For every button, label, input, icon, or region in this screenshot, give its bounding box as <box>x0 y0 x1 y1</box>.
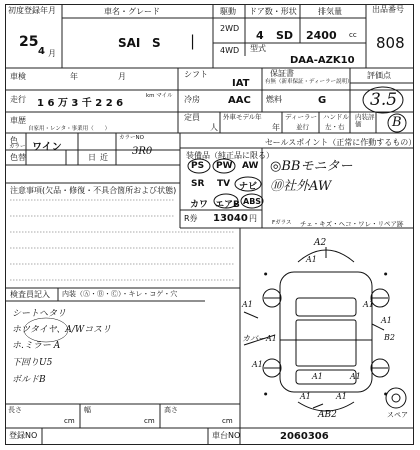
model-value: DAA-AZK10 <box>290 55 355 66</box>
grade-mark: | <box>190 32 196 50</box>
mark-rear-center: A1 <box>312 372 323 381</box>
ext-model-unit: 年 <box>272 123 280 132</box>
mark-left-cover: カバーA1 <box>242 334 277 343</box>
capacity-unit: 人 <box>210 123 218 132</box>
color-label: 色 <box>10 136 18 145</box>
svg-text:●: ● <box>384 271 388 276</box>
shift-value: IAT <box>232 78 250 89</box>
length-label: 長さ <box>8 406 22 414</box>
width-unit: cm <box>144 417 155 425</box>
reg-no-label: 登録NO <box>9 431 38 440</box>
mileage-value: 1 6 万 3 千 2 2 6 <box>37 98 124 109</box>
shift-label: シフト <box>184 70 208 79</box>
drive-4wd: 4WD <box>220 46 240 55</box>
rating-label: 評価点 <box>367 71 391 80</box>
fuel-value: G <box>318 95 327 106</box>
mark-right-door: A1 <box>381 316 392 325</box>
grade: S <box>152 36 161 50</box>
warranty-label: 保証書 <box>270 69 294 78</box>
equip-abs: ABS <box>243 197 262 206</box>
displacement-unit: cc <box>349 31 357 39</box>
warranty-sub: 有無（新車保証・ディーラー説明） <box>265 79 353 85</box>
interior-label: 内装評価 <box>355 113 375 128</box>
height-label: 高さ <box>164 406 178 414</box>
sales-point-note-2: ⑩社外AW <box>270 179 332 194</box>
shape-value: SD <box>276 29 294 42</box>
mileage-label: 走行 <box>10 95 26 104</box>
sales-point-title: セールスポイント（正常に作動するもの） <box>265 138 417 147</box>
equip-sr: SR <box>191 179 205 189</box>
color-sub: カラー <box>9 144 26 150</box>
doors-label: ドア数・形状 <box>249 7 297 16</box>
chassis-label: 車台NO <box>212 431 241 440</box>
equip-tv: TV <box>217 179 231 189</box>
chassis-value: 2060306 <box>280 431 329 442</box>
first-reg-year: 25 <box>19 34 39 50</box>
sales-point-note-1: ◎BBモニター <box>270 159 353 174</box>
recycle-label: R券 <box>184 214 198 223</box>
mark-rear-left: A1 <box>300 392 311 401</box>
length-unit: cm <box>64 417 75 425</box>
ac-label: 冷房 <box>184 95 200 104</box>
fuel-label: 燃料 <box>266 95 282 104</box>
color-change-date: 日 <box>88 153 96 162</box>
inspector-line-3: ホ.ミラー A <box>12 341 61 351</box>
equip-aw: AW <box>242 161 259 171</box>
rating-value: 3.5 <box>370 90 398 110</box>
dealer-sub: 並行 <box>296 123 309 131</box>
equip-airbag: エアB <box>215 200 240 210</box>
equip-ps: PS <box>191 161 205 171</box>
first-reg-month-unit: 月 <box>48 49 56 58</box>
glass-label: Fガラス <box>272 220 292 226</box>
mileage-unit: km マイル <box>146 93 173 99</box>
equip-pw: PW <box>216 161 233 171</box>
mark-front: A2 <box>314 238 327 248</box>
mark-rear-bumper: AB2 <box>318 410 337 420</box>
svg-text:●: ● <box>264 271 268 276</box>
recycle-unit: 円 <box>249 214 257 223</box>
lot-value: 808 <box>376 34 405 52</box>
dealer-label: ディーラー <box>285 113 317 121</box>
color-value: ワイン <box>32 142 62 153</box>
inspection-label: 車検 <box>10 72 26 81</box>
mark-front-left: A1 <box>306 255 317 264</box>
displacement-value: 2400 <box>306 29 337 42</box>
spare-label: スペア <box>387 411 408 419</box>
ext-model-label: 外車モデル年 <box>223 113 262 121</box>
recycle-value: 13040 <box>213 213 248 224</box>
mark-rear-right: A1 <box>336 392 347 401</box>
first-reg-label: 初度登録年月 <box>8 6 56 15</box>
svg-text:●: ● <box>384 391 388 396</box>
car-name: SAI <box>118 36 141 50</box>
mark-right-rear: B2 <box>384 333 395 342</box>
history-options: 自家用・レンタ・事業用（ ） <box>28 126 111 132</box>
interior-value: B <box>392 115 402 130</box>
notes-title: 注意事項(欠品・修復・不具合箇所および状態) <box>10 186 177 195</box>
equip-leather: カワ <box>190 200 209 210</box>
car-grade-label: 車名・グレード <box>104 7 160 16</box>
drive-2wd: 2WD <box>220 24 240 33</box>
svg-text:●: ● <box>264 391 268 396</box>
inspection-year-unit: 年 <box>70 72 78 81</box>
mark-left-front: A1 <box>242 300 253 309</box>
doors-value: 4 <box>256 29 264 42</box>
mark-right-front: A1 <box>363 300 374 309</box>
capacity-label: 定員 <box>184 113 200 122</box>
color-no-value: 3R0 <box>132 146 153 157</box>
inspector-label: 検査員記入 <box>10 290 50 299</box>
drive-label: 駆動 <box>220 7 236 16</box>
damage-legend: チェ・キズ・ヘコ・ワレ・リペア跡 <box>300 220 404 228</box>
history-label: 車歴 <box>10 116 26 125</box>
handle-options: 左・右 <box>325 123 345 131</box>
handle-label: ハンドル <box>323 113 349 121</box>
width-label: 幅 <box>84 406 91 414</box>
inspector-items: 内装（Ⓐ・Ⓑ・Ⓒ）・キレ・コゲ・穴 <box>62 290 178 298</box>
displacement-label: 排気量 <box>318 7 342 16</box>
mark-right-quarter: A1 <box>350 372 361 381</box>
inspection-month-unit: 月 <box>118 72 126 81</box>
color-no-label: カラーNO <box>119 135 144 141</box>
lot-label: 出品番号 <box>372 5 404 14</box>
equipment-title: 装備品（純正品に限る） <box>186 151 274 160</box>
mark-left-rear: A1 <box>252 360 263 369</box>
inspector-line-5: ボルドB <box>12 375 46 385</box>
color-change-date2: 近 <box>100 153 108 162</box>
inspector-line-1: シートヘタリ <box>12 309 67 319</box>
first-reg-month: 4 <box>38 46 45 57</box>
inspector-line-2: ホツタイヤ、A/Wコスリ <box>12 325 112 335</box>
ac-value: AAC <box>228 95 251 106</box>
color-change-label: 色替 <box>10 153 26 162</box>
inspector-line-4: 下回りU5 <box>12 358 53 368</box>
equip-navi: ナビ <box>239 182 258 192</box>
height-unit: cm <box>222 417 233 425</box>
model-label: 型式 <box>250 44 266 53</box>
